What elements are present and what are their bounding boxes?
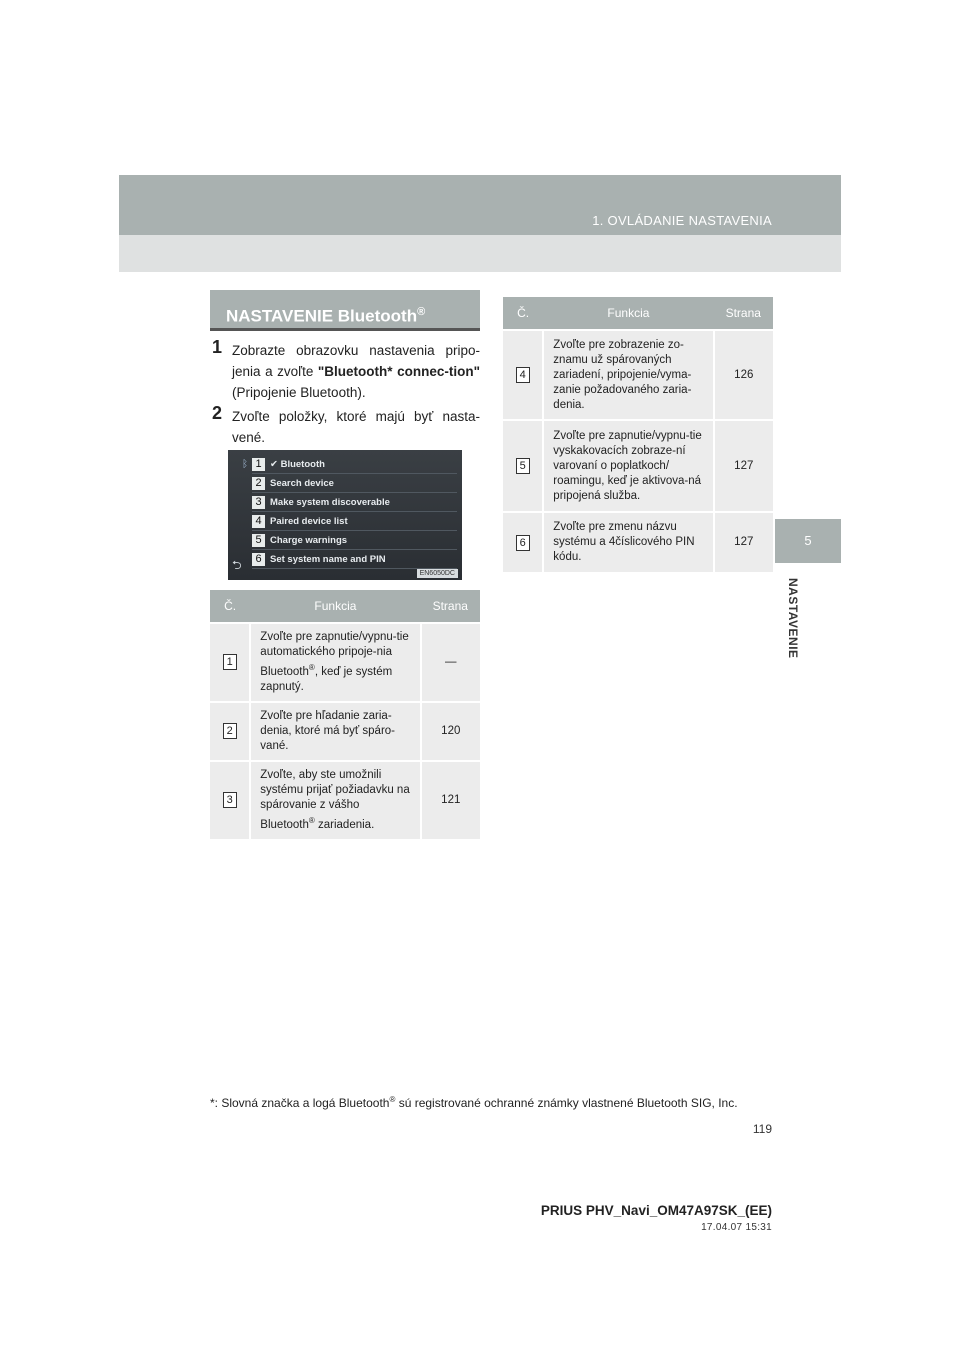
registered-mark: ® [417, 306, 426, 318]
document-date: 17.04.07 15:31 [701, 1222, 772, 1233]
table-row: 5 Zvoľte pre zapnutie/vypnu-tie vyskakovacích zobraze-ní varovaní o poplatkoch/ roamingu, keď je aktivova-ná pripojená služba. 127 [503, 420, 773, 512]
function-table-right [503, 297, 773, 572]
screen-menu-item: 5 Charge warnings [252, 532, 457, 550]
side-tab-label: NASTAVENIE [786, 578, 800, 659]
step-1: 1 Zobrazte obrazovku nastavenia pripo-jenia a zvoľte "Bluetooth* connec-tion" (Pripojenie Bluetooth). [212, 337, 480, 400]
header-subband [119, 235, 841, 272]
table-row: 6 Zvoľte pre zmenu názvu systému a 4číslicového PIN kódu. 127 [503, 512, 773, 572]
screen-menu-item: 1 ✔ Bluetooth [252, 456, 457, 474]
page-number: 119 [752, 1122, 772, 1136]
bluetooth-icon: ᛒ [242, 459, 248, 470]
section-rule [210, 328, 480, 331]
function-table-left [210, 590, 480, 839]
table-row: 3 Zvoľte, aby ste umožnili systému prijať požiadavku na spárovanie z vášho Bluetooth® zariadenia. 121 [210, 761, 480, 839]
step-2: 2 Zvoľte položky, ktoré majú byť nasta-vené. [212, 403, 480, 445]
step-number: 1 [212, 337, 223, 357]
chapter-title: 1. OVLÁDANIE NASTAVENIA [592, 213, 772, 228]
table-header-row: Č. Funkcia Strana [503, 297, 773, 330]
bluetooth-settings-screenshot [228, 450, 462, 580]
table-row: 4 Zvoľte pre zobrazenie zo-znamu už spárovaných zariadení, pripojenie/vyma-zanie požadovaného zaria-denia. 126 [503, 330, 773, 420]
table-header-row: Č. Funkcia Strana [210, 590, 480, 623]
table-row: 1 Zvoľte pre zapnutie/vypnu-tie automatického pripoje-nia Bluetooth®, keď je systém zapnutý. — [210, 623, 480, 702]
screen-menu-item: 3 Make system discoverable [252, 494, 457, 512]
step-number: 2 [212, 403, 223, 423]
footnote: *: Slovná značka a logá Bluetooth® sú registrované ochranné známky vlastnené Bluetooth SIG, Inc. [210, 1095, 738, 1110]
back-arrow-icon: ⮌ [232, 558, 242, 572]
screen-menu-item: 4 Paired device list [252, 513, 457, 531]
side-tab-number: 5 [775, 519, 841, 563]
image-code: EN6050DC [417, 569, 458, 578]
document-id: PRIUS PHV_Navi_OM47A97SK_(EE) [540, 1203, 772, 1218]
table-row: 2 Zvoľte pre hľadanie zaria-denia, ktoré má byť spáro-vané. 120 [210, 702, 480, 761]
screen-menu-item: 6 Set system name and PIN [252, 551, 457, 569]
section-title: NASTAVENIE Bluetooth® [210, 290, 480, 328]
screen-menu-item: 2 Search device [252, 475, 457, 493]
